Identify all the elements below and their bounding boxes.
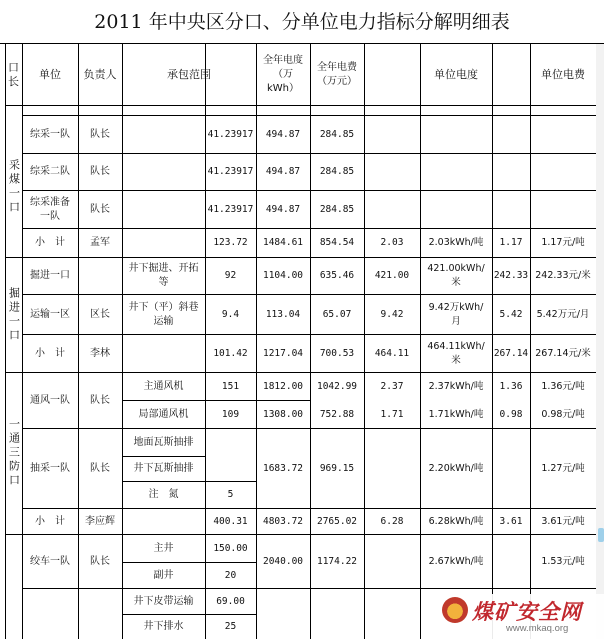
row7-fee: 700.53 xyxy=(319,347,355,359)
row4-value-c: 1.17 xyxy=(499,237,523,248)
row10-power: 1683.72 xyxy=(262,462,304,474)
row9-value-a: 1.71 xyxy=(380,408,404,420)
row7-value-c: 267.14 xyxy=(493,347,529,359)
group-label-ventilation: 一通三防口 xyxy=(7,418,21,488)
row9-fee: 752.88 xyxy=(319,408,355,420)
row6-fee: 65.07 xyxy=(322,308,352,320)
header-kou: 口长 xyxy=(8,61,19,88)
row14-person: 队长 xyxy=(90,555,110,567)
row2-number: 41.23917 xyxy=(207,166,254,177)
row14-number: 150.00 xyxy=(213,542,248,554)
row4-person: 孟军 xyxy=(90,237,110,248)
row14-unit: 绞车一队 xyxy=(30,555,70,567)
row14-unit-fee: 1.53元/吨 xyxy=(541,555,585,567)
row5-scope: 井下掘进、开拓等 xyxy=(128,263,199,288)
row9-unit-power: 1.71kWh/吨 xyxy=(428,408,484,420)
row15-scope: 副井 xyxy=(153,569,174,581)
row2-fee: 284.85 xyxy=(319,166,355,177)
row3-number: 41.23917 xyxy=(207,203,254,215)
row7-unit-power: 464.11kWh/米 xyxy=(427,340,485,366)
row8-unit: 通风一队 xyxy=(30,394,70,406)
row1-power: 494.87 xyxy=(265,128,301,140)
row8-unit-power: 2.37kWh/吨 xyxy=(428,380,484,392)
logo-url: www.mkaq.org xyxy=(506,623,569,634)
row9-value-c: 0.98 xyxy=(499,408,523,420)
row10-unit-fee: 1.27元/吨 xyxy=(541,462,585,474)
row3-person: 队长 xyxy=(90,203,110,215)
row14-unit-power: 2.67kWh/吨 xyxy=(428,555,484,567)
row6-unit-fee: 5.42万元/月 xyxy=(536,308,590,320)
row17-scope: 井下排水 xyxy=(143,621,184,632)
logo-text: 煤矿安全网 xyxy=(472,599,582,624)
scrollbar-thumb[interactable] xyxy=(598,528,604,542)
row10-unit: 抽采一队 xyxy=(30,462,70,474)
row17-number: 25 xyxy=(224,621,237,632)
row12-scope: 注 氮 xyxy=(148,489,179,500)
row4-unit-fee: 1.17元/吨 xyxy=(541,237,585,248)
header-unit-fee: 单位电费 xyxy=(541,68,585,81)
row3-unit: 综采准备一队 xyxy=(30,196,70,222)
watermark-logo xyxy=(440,594,604,639)
row5-unit: 掘进一口 xyxy=(30,270,70,281)
row1-person: 队长 xyxy=(90,128,110,140)
page-title: 2011 年中央区分口、分单位电力指标分解明细表 xyxy=(0,0,604,44)
row1-number: 41.23917 xyxy=(207,128,254,140)
row5-number: 92 xyxy=(224,270,237,281)
row6-power: 113.04 xyxy=(265,308,301,320)
row6-unit-power: 9.42万kWh/月 xyxy=(428,301,484,327)
row14-scope: 主井 xyxy=(153,542,174,554)
logo-icon xyxy=(442,597,468,623)
row10-unit-power: 2.20kWh/吨 xyxy=(428,462,484,474)
row15-number: 20 xyxy=(224,569,237,581)
row7-unit: 小 计 xyxy=(35,347,65,359)
row4-value-a: 2.03 xyxy=(380,237,404,248)
vertical-scrollbar[interactable] xyxy=(596,44,604,639)
row10-fee: 969.15 xyxy=(319,462,355,474)
row2-person: 队长 xyxy=(90,166,110,177)
row13-value-a: 6.28 xyxy=(380,515,404,527)
row5-power: 1104.00 xyxy=(262,270,304,281)
row1-fee: 284.85 xyxy=(319,128,355,140)
row5-unit-fee: 242.33元/米 xyxy=(535,270,591,281)
row8-value-a: 2.37 xyxy=(380,380,404,392)
row5-unit-power: 421.00kWh/米 xyxy=(427,263,485,288)
row4-number: 123.72 xyxy=(213,237,248,248)
row9-unit-fee: 0.98元/吨 xyxy=(541,408,585,420)
header-unit: 单位 xyxy=(39,68,61,81)
row7-person: 李林 xyxy=(90,347,110,359)
row9-number: 109 xyxy=(221,408,240,420)
row6-person: 区长 xyxy=(90,308,110,320)
row5-value-c: 242.33 xyxy=(493,270,529,281)
row2-power: 494.87 xyxy=(265,166,301,177)
row4-unit-power: 2.03kWh/吨 xyxy=(428,237,484,248)
row14-fee: 1174.22 xyxy=(316,555,358,567)
row16-number: 69.00 xyxy=(216,595,245,607)
header-annual-fee: 全年电费（万元） xyxy=(317,62,357,87)
row12-number: 5 xyxy=(227,489,234,500)
row4-fee: 854.54 xyxy=(319,237,355,248)
row13-power: 4803.72 xyxy=(262,515,304,527)
row11-scope: 井下瓦斯抽排 xyxy=(133,463,194,474)
row4-power: 1484.61 xyxy=(262,237,304,248)
row6-value-c: 5.42 xyxy=(499,308,523,320)
row13-unit: 小 计 xyxy=(35,515,65,527)
row7-value-a: 464.11 xyxy=(374,347,410,359)
header-scope: 承包范围 xyxy=(167,68,211,81)
row5-value-a: 421.00 xyxy=(374,270,410,281)
row13-value-c: 3.61 xyxy=(499,515,523,527)
row5-fee: 635.46 xyxy=(319,270,355,281)
row3-power: 494.87 xyxy=(265,203,301,215)
row6-scope: 井下（平）斜巷运输 xyxy=(128,301,199,327)
header-person: 负责人 xyxy=(83,68,117,81)
row14-power: 2040.00 xyxy=(262,555,304,567)
row13-unit-fee: 3.61元/吨 xyxy=(541,515,585,527)
row7-power: 1217.04 xyxy=(262,347,304,359)
row8-value-c: 1.36 xyxy=(499,380,523,392)
row10-person: 队长 xyxy=(90,462,110,474)
header-unit-power: 单位电度 xyxy=(434,68,478,81)
row13-number: 400.31 xyxy=(213,515,248,527)
row6-unit: 运输一区 xyxy=(30,308,70,320)
row16-scope: 井下皮带运输 xyxy=(133,595,194,607)
row6-number: 9.4 xyxy=(221,308,240,320)
row8-number: 151 xyxy=(221,380,240,392)
row8-fee: 1042.99 xyxy=(316,380,358,392)
row3-fee: 284.85 xyxy=(319,203,355,215)
row13-fee: 2765.02 xyxy=(316,515,358,527)
row8-person: 队长 xyxy=(90,394,110,406)
row8-unit-fee: 1.36元/吨 xyxy=(541,380,585,392)
row2-unit: 综采二队 xyxy=(30,166,70,177)
row13-unit-power: 6.28kWh/吨 xyxy=(428,515,484,527)
row10-scope: 地面瓦斯抽排 xyxy=(133,436,194,448)
row7-unit-fee: 267.14元/米 xyxy=(535,347,591,359)
row7-number: 101.42 xyxy=(213,347,248,359)
group-label-mining: 采煤一口 xyxy=(7,159,21,215)
row1-unit: 综采一队 xyxy=(30,128,70,140)
header-annual-power: 全年电度（万kWh） xyxy=(263,55,303,94)
row9-scope: 局部通风机 xyxy=(138,408,189,420)
row8-scope: 主通风机 xyxy=(143,380,184,392)
row8-power: 1812.00 xyxy=(262,380,304,392)
row9-power: 1308.00 xyxy=(262,408,304,420)
group-label-tunneling: 掘进一口 xyxy=(7,286,21,343)
row13-person: 李应辉 xyxy=(85,515,115,527)
row4-unit: 小 计 xyxy=(35,237,65,248)
row6-value-a: 9.42 xyxy=(380,308,404,320)
